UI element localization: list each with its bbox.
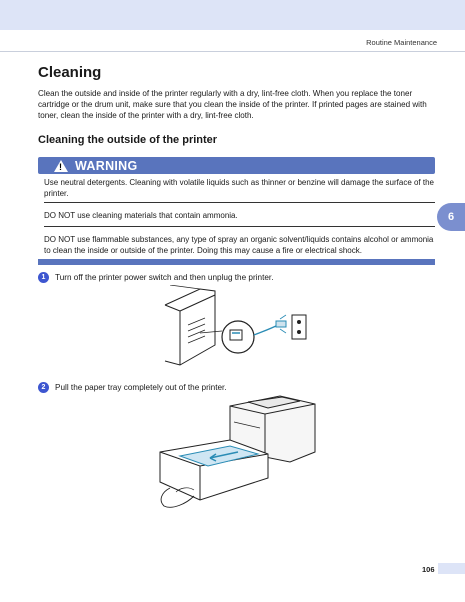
step-number-badge: 1 (38, 272, 49, 283)
footer-bar (438, 563, 465, 574)
step-number-badge: 2 (38, 382, 49, 393)
warning-item: DO NOT use flammable substances, any type of spray an organic solvent/liquids contains alcohol or ammonia to clean the inside or outside of the printer. Doing this may cause a fire or electrical shock. (44, 235, 434, 255)
unplug-printer-illustration (160, 285, 320, 373)
top-band (0, 0, 465, 30)
warning-bottom-bar (38, 259, 435, 265)
header-rule (0, 51, 465, 52)
warning-item: Use neutral detergents. Cleaning with volatile liquids such as thinner or benzine will damage the surface of the printer. (44, 178, 434, 198)
warning-label: WARNING (75, 158, 138, 173)
step-text: Turn off the printer power switch and then unplug the printer. (55, 273, 274, 282)
warning-item: DO NOT use cleaning materials that contain ammonia. (44, 211, 238, 220)
warning-banner (38, 157, 435, 174)
page-number: 106 (422, 565, 435, 574)
step-1 (38, 272, 273, 283)
warning-separator (44, 202, 435, 203)
section-header: Routine Maintenance (366, 38, 437, 47)
pull-paper-tray-illustration (150, 392, 325, 517)
warning-separator (44, 226, 435, 227)
chapter-tab[interactable] (437, 203, 465, 231)
warning-triangle-icon: ! (54, 160, 68, 172)
chapter-tab-label: 6 (447, 211, 455, 223)
page-title: Cleaning (38, 64, 102, 81)
step-text: Pull the paper tray completely out of the printer. (55, 383, 227, 392)
intro-paragraph: Clean the outside and inside of the printer regularly with a dry, lint-free cloth. When you replace the toner cartridge or the drum unit, make sure that you clean the inside of the printer. If printed pages are stained with toner, clean the inside of the printer with a dry, lint-free cloth. (38, 89, 427, 120)
section-subheading: Cleaning the outside of the printer (38, 134, 218, 146)
